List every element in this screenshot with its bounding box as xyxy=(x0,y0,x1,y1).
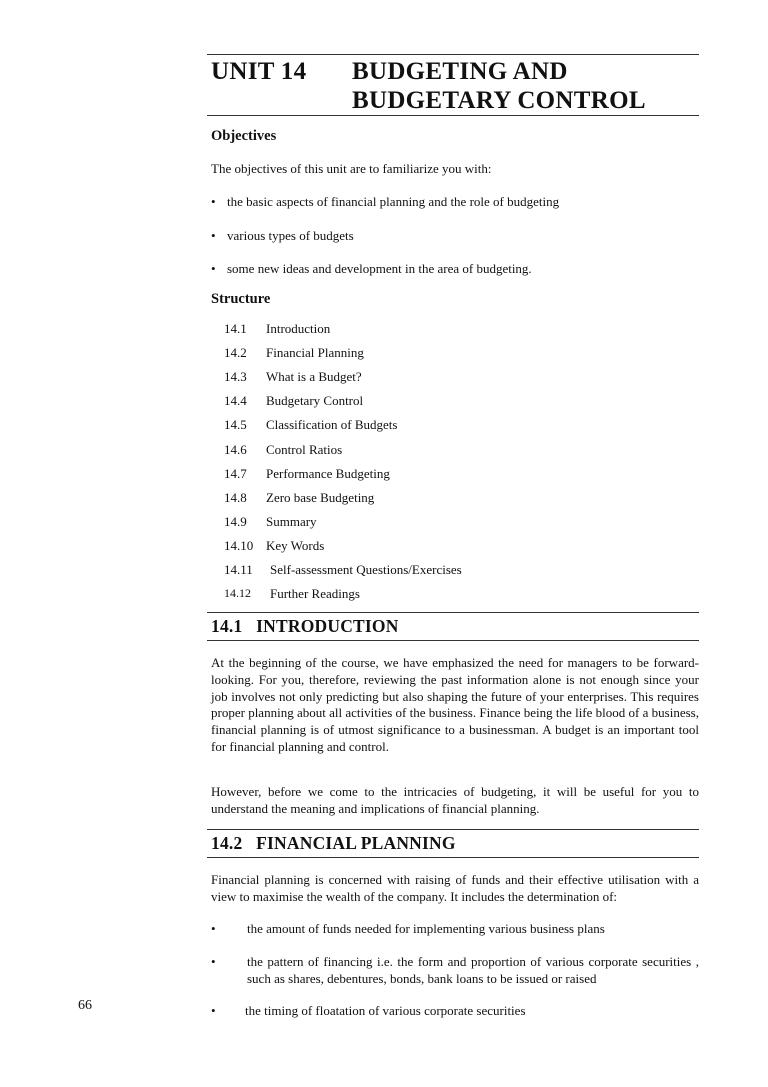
section-rule xyxy=(207,829,699,830)
structure-item-number: 14.8 xyxy=(224,490,247,505)
structure-item-title: Key Words xyxy=(266,538,325,553)
bullet-icon: • xyxy=(211,194,216,209)
structure-item-number: 14.3 xyxy=(224,369,247,384)
structure-item-title: Summary xyxy=(266,514,317,529)
structure-item-title: Financial Planning xyxy=(266,345,364,360)
structure-item xyxy=(224,489,684,507)
structure-item xyxy=(224,441,684,459)
structure-item-number: 14.1 xyxy=(224,321,247,336)
unit-title: BUDGETING AND BUDGETARY CONTROL xyxy=(352,58,646,114)
structure-item-title: What is a Budget? xyxy=(266,369,362,384)
structure-item-number: 14.12 xyxy=(224,586,251,600)
unit-number: UNIT 14 xyxy=(211,58,307,85)
structure-item-title: Control Ratios xyxy=(266,442,343,457)
bullet-icon: • xyxy=(211,1003,216,1018)
top-rule xyxy=(207,54,699,55)
objectives-intro: The objectives of this unit are to familiarize you with: xyxy=(211,161,492,176)
objective-text: some new ideas and development in the area of budgeting. xyxy=(227,261,532,276)
structure-item-title: Zero base Budgeting xyxy=(266,490,375,505)
structure-item xyxy=(224,513,684,531)
section-heading-introduction: 14.1 INTRODUCTION xyxy=(211,616,399,636)
section-underline xyxy=(207,857,699,858)
objective-text: various types of budgets xyxy=(227,228,354,243)
objective-text: the basic aspects of financial planning and the role of budgeting xyxy=(227,194,560,209)
unit-heading-underline xyxy=(207,115,699,116)
financial-planning-item-text: the timing of floatation of various corporate securities xyxy=(245,1003,526,1018)
structure-item xyxy=(224,392,684,410)
introduction-paragraph: At the beginning of the course, we have emphasized the need for managers to be forward-looking. For you, therefore, reviewing the past information alone is not enough since your job involves not only predicting but also shaping the future of your enterprises. This requires proper planning about all activities of the business. Finance being the life blood of a business, financial planning is of utmost significance to a businessman. A budget is an important tool for financial planning and control. xyxy=(211,655,699,754)
bullet-icon: • xyxy=(211,921,216,936)
structure-item-title: Budgetary Control xyxy=(266,393,364,408)
structure-heading: Structure xyxy=(211,291,271,307)
structure-item xyxy=(224,585,684,603)
structure-item xyxy=(224,344,684,362)
objectives-heading: Objectives xyxy=(211,128,277,144)
structure-item xyxy=(224,368,684,386)
introduction-paragraph: However, before we come to the intricacies of budgeting, it will be useful for you to understand the meaning and implications of financial planning. xyxy=(211,784,699,816)
structure-item-number: 14.11 xyxy=(224,562,253,577)
section-heading-financial-planning: 14.2 FINANCIAL PLANNING xyxy=(211,833,456,853)
structure-item-number: 14.4 xyxy=(224,393,247,408)
structure-item xyxy=(224,537,684,555)
section-underline xyxy=(207,640,699,641)
page-number: 66 xyxy=(78,998,92,1013)
structure-item-number: 14.2 xyxy=(224,345,247,360)
structure-item-number: 14.5 xyxy=(224,417,247,432)
structure-item xyxy=(224,416,684,434)
bullet-icon: • xyxy=(211,261,216,276)
structure-item-number: 14.6 xyxy=(224,442,247,457)
structure-item xyxy=(224,561,684,579)
structure-item-number: 14.10 xyxy=(224,538,254,553)
bullet-icon: • xyxy=(211,228,216,243)
financial-planning-item-text: the amount of funds needed for implementing various business plans xyxy=(247,921,605,936)
structure-item-number: 14.7 xyxy=(224,466,247,481)
structure-item xyxy=(224,465,684,483)
structure-item-title: Performance Budgeting xyxy=(266,466,390,481)
structure-item-title: Introduction xyxy=(266,321,331,336)
financial-planning-paragraph: Financial planning is concerned with raising of funds and their effective utilisation with a view to maximise the wealth of the company. It includes the determination of: xyxy=(211,872,699,904)
structure-item-title: Self-assessment Questions/Exercises xyxy=(270,562,462,577)
structure-item xyxy=(224,320,684,338)
structure-item-number: 14.9 xyxy=(224,514,247,529)
financial-planning-item-text: the pattern of financing i.e. the form and proportion of various corporate securities , such as shares, debentures, bonds, bank loans to be issued or raised xyxy=(247,954,699,986)
bullet-icon: • xyxy=(211,954,216,969)
structure-item-title: Classification of Budgets xyxy=(266,417,398,432)
section-rule xyxy=(207,612,699,613)
structure-item-title: Further Readings xyxy=(270,586,360,601)
